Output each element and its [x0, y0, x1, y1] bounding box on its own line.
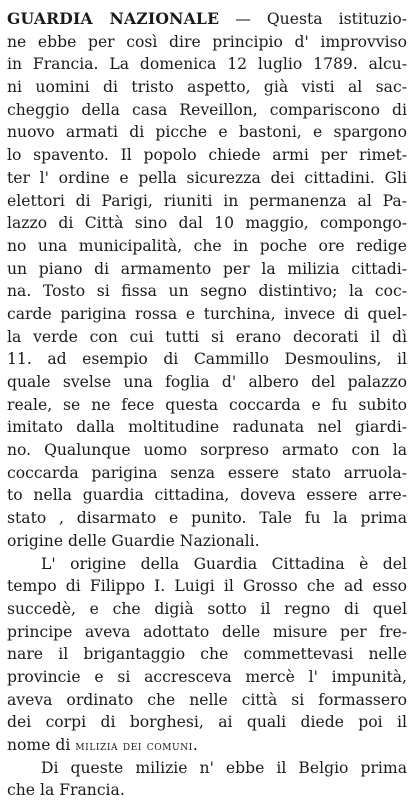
text-line: na. Tosto si fissa un segno distintivo; la coc- — [7, 282, 407, 301]
text-line: to nella guardia cittadina, doveva essere arre- — [7, 486, 407, 505]
line-text: nome di — [7, 736, 76, 754]
text-line: cheggio della casa Reveillon, compariscono di — [7, 100, 407, 119]
paragraph-3 — [7, 757, 407, 802]
text-line: ter l' ordine e pella sicurezza dei cittadini. Gli — [7, 168, 407, 187]
article-first-line — [7, 8, 407, 31]
text-line: L' origine della Guardia Cittadina è del — [41, 554, 407, 573]
paragraph-1 — [7, 31, 407, 553]
text-line: provincie e si accresceva mercè l' impunità, — [7, 667, 407, 686]
text-line: Di queste milizie n' ebbe il Belgio prima — [41, 758, 407, 777]
text-line: elettori di Parigi, riuniti in permanenza al Pa- — [7, 191, 407, 210]
text-line: ne ebbe per così dire principio d' improvviso — [7, 32, 407, 51]
text-line: quale svelse una foglia d' albero del palazzo — [7, 373, 407, 391]
text-line: la verde con cui tutti si erano decorati il dì — [7, 327, 407, 346]
article-first-line-text: — Questa istituzio- — [219, 10, 407, 28]
text-line: no una municipalità, che in poche ore redige — [7, 236, 407, 255]
text-line: coccarda parigina senza essere stato arruola- — [7, 463, 407, 482]
text-line: tempo di Filippo I. Luigi il Grosso che ad esso — [7, 577, 407, 596]
militia-name: milizia dei comuni — [75, 739, 193, 754]
text-line: che la Francia. — [7, 781, 125, 800]
text-line: principe aveva adottato delle misure per fre- — [7, 622, 407, 641]
text-line: aveva ordinato che nelle città si formassero — [7, 690, 407, 709]
text-line: stato , disarmato e punito. Tale fu la prima — [7, 509, 407, 528]
text-line: un piano di armamento per la milizia cittadi- — [7, 259, 407, 278]
text-line: dei corpi di borghesi, ai quali diede poi il — [7, 713, 407, 732]
text-line: carde parigina rossa e turchina, invece di quel- — [7, 304, 407, 323]
article-heading: GUARDIA NAZIONALE — [7, 9, 220, 28]
text-line: origine delle Guardie Nazionali. — [7, 531, 260, 550]
text-line: nare il brigantaggio che commettevasi nelle — [7, 645, 407, 664]
text-line: no. Qualunque uomo sorpreso armato con la — [7, 441, 407, 460]
text-line: lo spavento. Il popolo chiede armi per rimet- — [7, 146, 407, 165]
text-line: nuovo armati di picche e bastoni, e spargono — [7, 123, 407, 142]
text-line: lazzo di Città sino dal 10 maggio, compongo- — [7, 214, 407, 233]
text-line: ni uomini di tristo aspetto, già visti al sac- — [7, 78, 407, 97]
text-line: succedè, e che digià sotto il regno di quel — [7, 599, 407, 618]
paragraph-2-last-line — [7, 734, 407, 757]
line-text: . — [192, 736, 198, 754]
text-line: 11. ad esempio di Cammillo Desmoulins, il — [7, 350, 407, 369]
paragraph-2 — [7, 553, 407, 735]
text-line: in Francia. La domenica 12 luglio 1789. alcu- — [7, 55, 407, 74]
text-line: reale, se ne fece questa coccarda e fu subito — [7, 395, 407, 414]
text-line: imitato dalla moltitudine radunata nel giardi- — [7, 418, 407, 437]
